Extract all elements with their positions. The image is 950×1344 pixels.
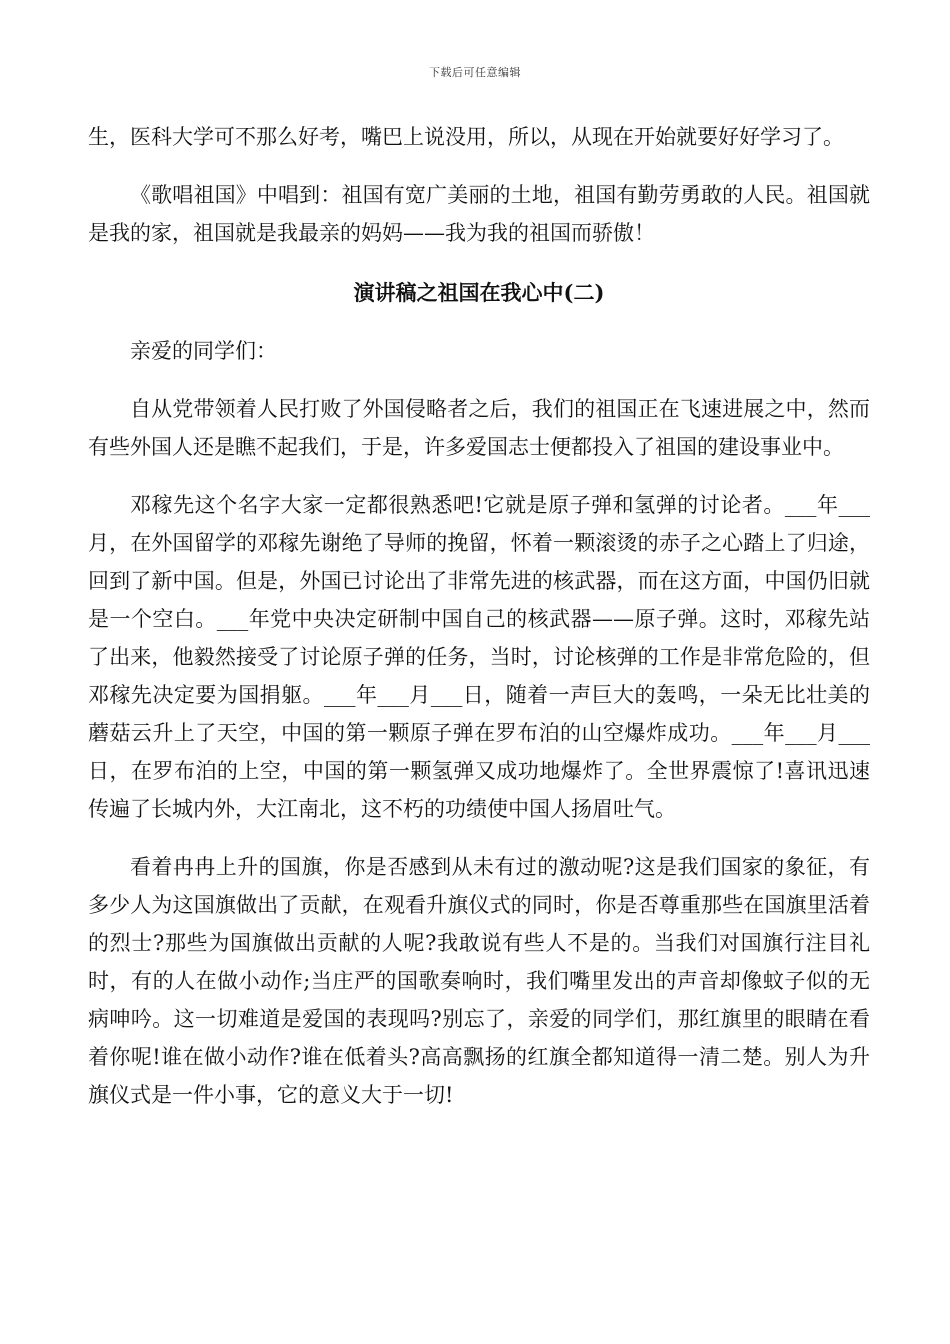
document-body bbox=[88, 118, 870, 1114]
paragraph-national-flag: 看着冉冉上升的国旗，你是否感到从未有过的激动呢?这是我们国家的象征，有多少人为这国旗做出了贡献，在观看升旗仪式的同时，你是否尊重那些在国旗里活着的烈士?那些为国旗做出贡献的人呢?我敢说有些人不是的。当我们对国旗行注目礼时，有的人在做小动作;当庄严的国歌奏响时，我们嘴里发出的声音却像蚊子似的无病呻吟。这一切难道是爱国的表现吗?别忘了，亲爱的同学们，那红旗里的眼睛在看着你呢!谁在做小动作?谁在低着头?高高飘扬的红旗全都知道得一清二楚。别人为升旗仪式是一件小事，它的意义大于一切! bbox=[88, 855, 870, 1107]
paragraph-deng-jiaxian: 邓稼先这个名字大家一定都很熟悉吧!它就是原子弹和氢弹的讨论者。___年___月，在外国留学的邓稼先谢绝了导师的挽留，怀着一颗滚烫的赤子之心踏上了归途，回到了新中国。但是，外国已讨论出了非常先进的核武器，而在这方面，中国仍旧就是一个空白。___年党中央决定研制中国自己的核武器——原子弹。这时，邓稼先站了出来，他毅然接受了讨论原子弹的任务，当时，讨论核弹的工作是非常危险的，但邓稼先决定要为国捐躯。___年___月___日，随着一声巨大的轰鸣，一朵无比壮美的蘑菇云升上了天空，中国的第一颗原子弹在罗布泊的山空爆炸成功。___年___月___日，在罗布泊的上空，中国的第一颗氢弹又成功地爆炸了。全世界震惊了!喜讯迅速传遍了长城内外，大江南北，这不朽的功绩使中国人扬眉吐气。 bbox=[88, 493, 870, 821]
header-note: 下载后可任意编辑 bbox=[429, 66, 521, 79]
paragraph-intro: 自从党带领着人民打败了外国侵略者之后，我们的祖国正在飞速进展之中，然而有些外国人还是瞧不起我们，于是，许多爱国志士便都投入了祖国的建设事业中。 bbox=[88, 397, 870, 459]
paragraph-song-quote: 《歌唱祖国》中唱到：祖国有宽广美丽的土地，祖国有勤劳勇敢的人民。祖国就是我的家，祖国就是我最亲的妈妈——我为我的祖国而骄傲！ bbox=[88, 183, 870, 245]
greeting: 亲爱的同学们： bbox=[130, 339, 277, 363]
paragraph-continued: 生，医科大学可不那么好考，嘴巴上说没用，所以，从现在开始就要好好学习了。 bbox=[88, 125, 844, 149]
section-title: 演讲稿之祖国在我心中(二) bbox=[353, 280, 605, 305]
